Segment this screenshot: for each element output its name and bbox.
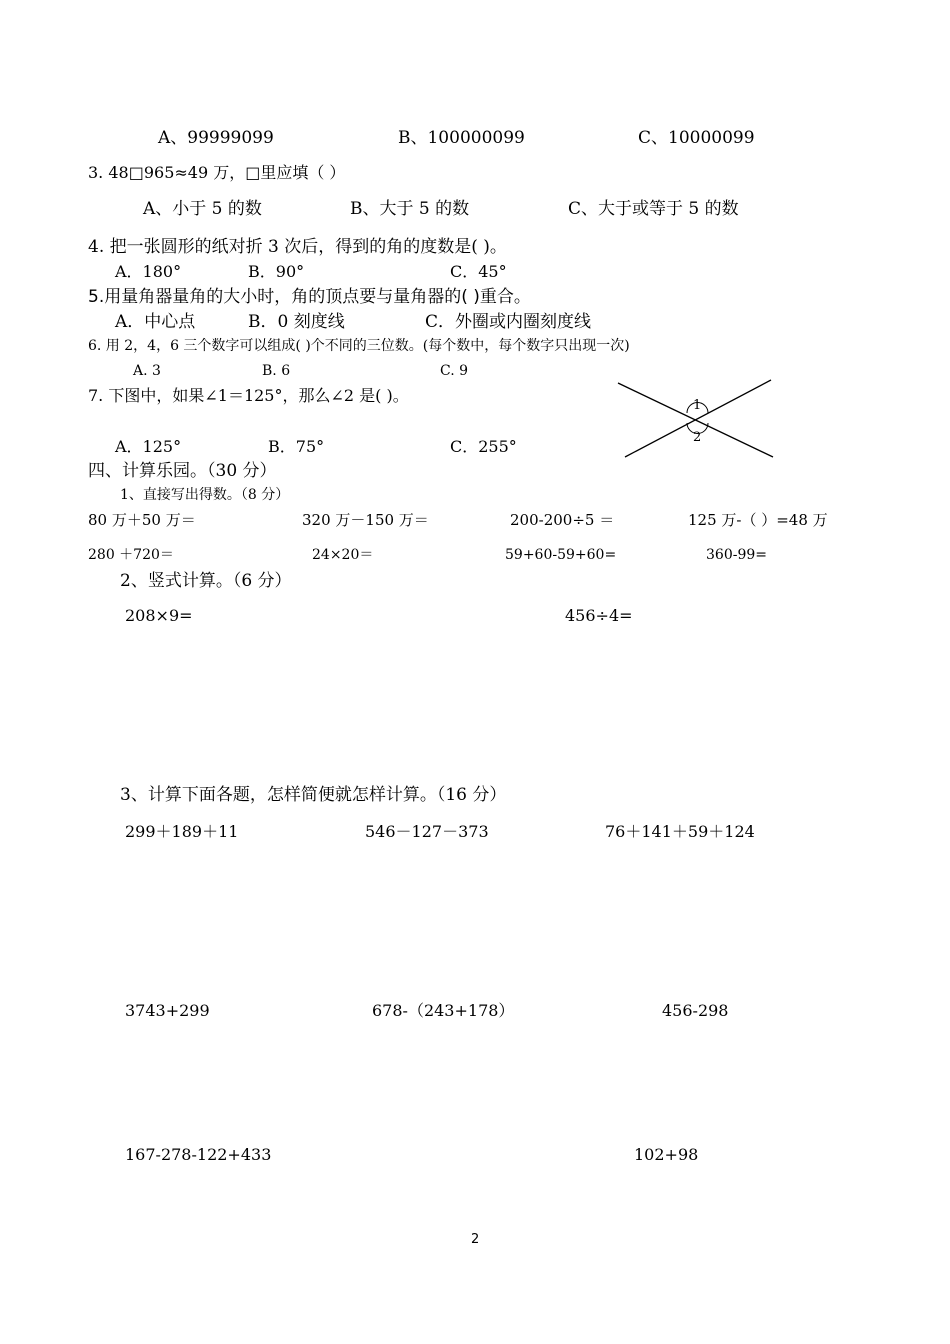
q5-question: 5.用量角器量角的大小时，角的顶点要与量角器的( )重合。 (88, 287, 531, 307)
q7-option-a: A．125° (115, 437, 182, 456)
vertical-calc-2: 456÷4= (565, 606, 633, 625)
simplify-7: 167-278-122+433 (125, 1145, 272, 1164)
q5-option-a: A．中心点 (115, 312, 196, 332)
q3-question: 3. 48□965≈49 万，□里应填（ ） (88, 163, 346, 182)
simplify-3: 76＋141＋59＋124 (605, 822, 755, 841)
vertical-calc-1: 208×9= (125, 606, 193, 625)
q4-option-a: A．180° (115, 262, 182, 281)
q7-option-c: C．255° (450, 437, 517, 456)
part-3-title: 3、计算下面各题，怎样简便就怎样计算。（16 分） (120, 785, 507, 805)
q5-option-c: C．外圈或内圈刻度线 (425, 312, 592, 332)
mental-math-5: 280 ＋720＝ (88, 547, 174, 563)
angle-2-label: 2 (693, 430, 702, 445)
q6-question: 6. 用 2，4，6 三个数字可以组成( )个不同的三位数。(每个数中，每个数字只出现一次) (88, 338, 630, 354)
mental-math-8: 360-99= (706, 547, 767, 563)
q5-option-b: B．0 刻度线 (248, 312, 345, 332)
mental-math-6: 24×20＝ (312, 547, 374, 563)
mental-math-1: 80 万＋50 万＝ (88, 511, 196, 529)
crossing-lines-figure (615, 375, 780, 465)
q4-option-b: B．90° (248, 262, 305, 281)
mental-math-4: 125 万-（ ）=48 万 (688, 511, 828, 529)
q7-question: 7. 下图中，如果∠1＝125°，那么∠2 是( )。 (88, 386, 409, 405)
angle-1-label: 1 (693, 398, 702, 413)
mental-math-2: 320 万－150 万＝ (302, 511, 429, 529)
simplify-2: 546－127－373 (365, 822, 489, 841)
q2-option-b: B、100000099 (398, 128, 525, 148)
q6-option-b: B. 6 (262, 363, 291, 379)
page-number: 2 (471, 1232, 480, 1247)
simplify-6: 456-298 (662, 1001, 729, 1020)
part-1-title: 1、直接写出得数。（8 分） (120, 487, 290, 503)
q4-option-c: C．45° (450, 262, 507, 281)
q2-option-a: A、99999099 (158, 128, 274, 148)
part-2-title: 2、竖式计算。（6 分） (120, 571, 292, 591)
mental-math-3: 200-200÷5 ＝ (510, 511, 615, 529)
q3-option-b: B、大于 5 的数 (350, 199, 470, 219)
q2-option-c: C、10000099 (638, 128, 755, 148)
simplify-1: 299＋189＋11 (125, 822, 239, 841)
q3-option-a: A、小于 5 的数 (143, 199, 262, 219)
q4-question: 4. 把一张圆形的纸对折 3 次后，得到的角的度数是( )。 (88, 237, 507, 257)
q7-option-b: B．75° (268, 437, 325, 456)
q3-option-c: C、大于或等于 5 的数 (568, 199, 739, 219)
section-4-title: 四、计算乐园。（30 分） (88, 461, 277, 481)
q6-option-a: A. 3 (133, 363, 161, 379)
mental-math-7: 59+60-59+60= (505, 547, 617, 563)
simplify-5: 678-（243+178） (372, 1001, 515, 1020)
simplify-4: 3743+299 (125, 1001, 210, 1020)
q6-option-c: C. 9 (440, 363, 469, 379)
simplify-8: 102+98 (634, 1145, 699, 1164)
